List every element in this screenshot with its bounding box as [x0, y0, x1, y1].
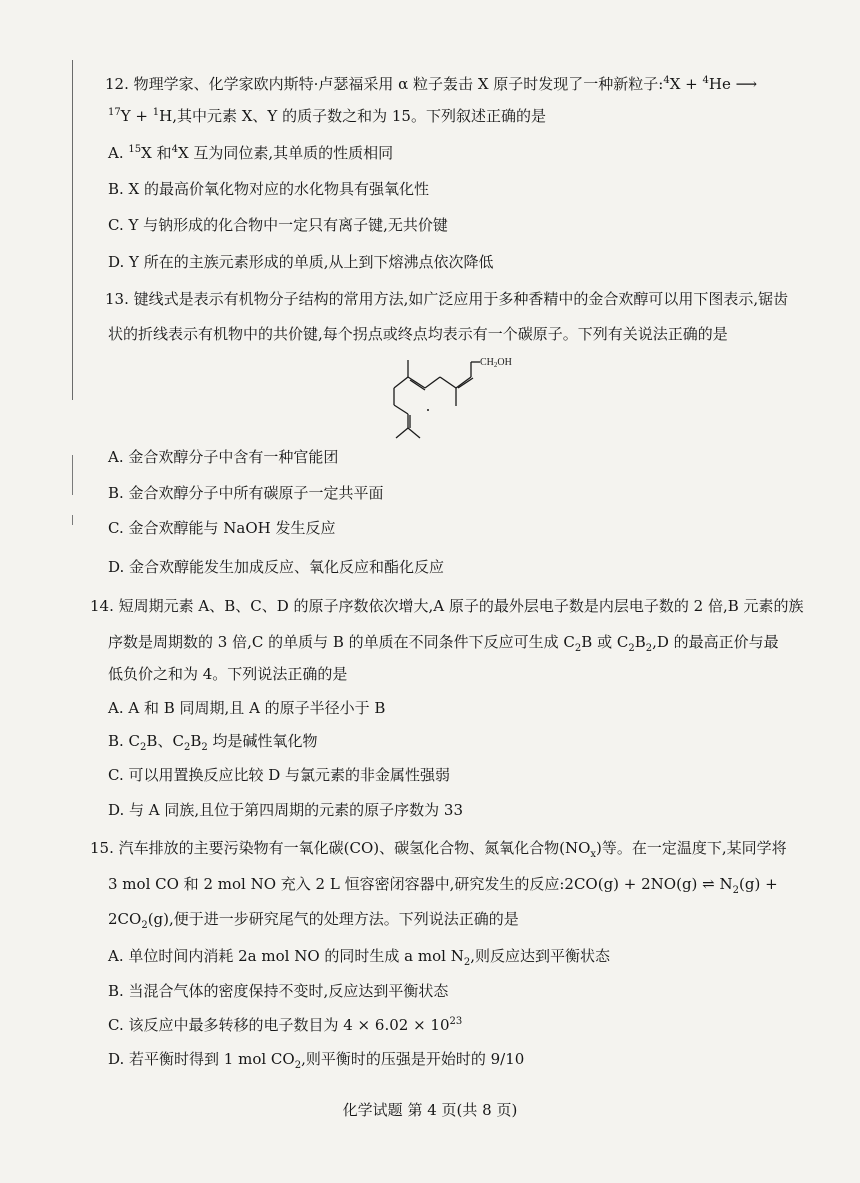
binding-mark — [72, 455, 73, 495]
q14-line-1: 14. 短周期元素 A、B、C、D 的原子序数依次增大,A 原子的最外层电子数是内层电子数的 2 倍,B 元素的族 — [90, 597, 804, 615]
q13-option-c: C. 金合欢醇能与 NaOH 发生反应 — [108, 519, 336, 537]
q13-line-1: 13. 键线式是表示有机物分子结构的常用方法,如广泛应用于多种香精中的金合欢醇可以用下图表示,锯齿 — [105, 290, 789, 308]
farnesol-structure-diagram — [380, 350, 530, 450]
q12-line-1: 12. 物理学家、化学家欧内斯特·卢瑟福采用 α 粒子轰击 X 原子时发现了一种新粒子:$^4$X + $^4$He ⟶ — [105, 75, 758, 93]
q13-option-a: A. 金合欢醇分子中含有一种官能团 — [108, 448, 339, 466]
q15-option-d: D. 若平衡时得到 1 mol $CO_2$,则平衡时的压强是开始时的 9/10 — [108, 1050, 525, 1071]
q12-option-b: B. X 的最高价氧化物对应的水化物具有强氧化性 — [108, 180, 430, 198]
q15-line-3: $2CO_2(g)$,便于进一步研究尾气的处理方法。下列说法正确的是 — [108, 910, 519, 931]
q14-line-2: 序数是周期数的 3 倍,C 的单质与 B 的单质在不同条件下反应可生成 $C_2B$ 或 $C_2B_2,D$ 的最高正价与最 — [108, 633, 779, 654]
page-footer: 化学试题 第 4 页(共 8 页) — [342, 1101, 518, 1119]
q15-option-c: C. 该反应中最多转移的电子数目为 $4 \times 6.02 \times 10^{23}$ — [108, 1016, 463, 1034]
q14-line-3: 低负价之和为 4。下列说法正确的是 — [108, 665, 348, 683]
q14-option-b: B. $C_2B$、$C_2B_2$ 均是碱性氧化物 — [108, 732, 318, 753]
q13-option-b: B. 金合欢醇分子中所有碳原子一定共平面 — [108, 484, 384, 502]
q12-option-a: A. $^{15}$X 和$^4$X 互为同位素,其单质的性质相同 — [108, 144, 394, 162]
q13-option-d: D. 金合欢醇能发生加成反应、氧化反应和酯化反应 — [108, 558, 445, 576]
q13-line-2: 状的折线表示有机物中的共价键,每个拐点或终点均表示有一个碳原子。下列有关说法正确的是 — [108, 325, 728, 343]
q15-line-1: 15. 汽车排放的主要污染物有一氧化碳(CO)、碳氢化合物、氮氧化合物$(NO_x)$等。在一定温度下,某同学将 — [90, 839, 787, 860]
q12-option-c: C. Y 与钠形成的化合物中一定只有离子键,无共价键 — [108, 216, 448, 234]
q12-line-2: $^{17}$Y + $^1$H,其中元素 X、Y 的质子数之和为 15。下列叙述正确的是 — [108, 107, 546, 125]
q14-option-c: C. 可以用置换反应比较 D 与氯元素的非金属性强弱 — [108, 766, 451, 784]
q12-option-d: D. Y 所在的主族元素形成的单质,从上到下熔沸点依次降低 — [108, 253, 494, 271]
q15-option-b: B. 当混合气体的密度保持不变时,反应达到平衡状态 — [108, 982, 449, 1000]
binding-line — [72, 60, 73, 400]
binding-mark — [72, 515, 73, 525]
skeletal-formula — [380, 350, 530, 450]
q14-option-a: A. A 和 B 同周期,且 A 的原子半径小于 B — [108, 699, 386, 717]
q15-option-a: A. 单位时间内消耗 2a mol NO 的同时生成 a mol $N_2$,则反应达到平衡状态 — [108, 947, 610, 968]
q14-option-d: D. 与 A 同族,且位于第四周期的元素的原子序数为 33 — [108, 801, 464, 819]
q15-line-2: 3 mol CO 和 2 mol NO 充入 2 L 恒容密闭容器中,研究发生的反应:2CO(g) + 2NO(g) ⇌ $N_2(g)$ + — [108, 875, 778, 896]
ch2oh-label: $CH_2OH$ — [480, 357, 512, 369]
